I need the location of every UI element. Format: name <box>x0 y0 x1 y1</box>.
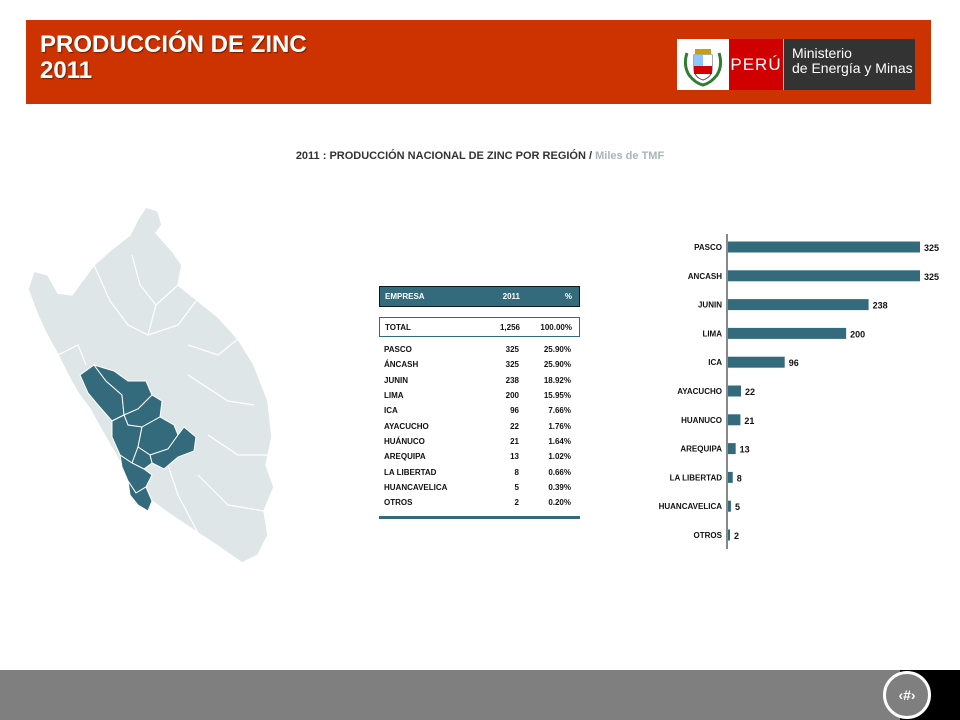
table-body <box>379 342 580 510</box>
row-region: ICA <box>384 406 398 416</box>
value-label: 5 <box>734 502 740 513</box>
category-label: ANCASH <box>687 271 722 281</box>
row-region: AREQUIPA <box>384 452 426 462</box>
value-label: 22 <box>744 387 756 397</box>
row-value: 8 <box>514 467 519 477</box>
row-region: ÁNCASH <box>384 360 419 370</box>
logo-peru-text: PERÚ <box>729 39 783 90</box>
table-row <box>379 342 580 357</box>
logo-ministry-line-1: Ministerio <box>792 45 852 61</box>
value-label: 21 <box>744 415 755 426</box>
row-value: 325 <box>505 360 519 370</box>
table-row <box>379 480 580 495</box>
category-label: LIMA <box>702 329 722 339</box>
bar-junin <box>728 299 869 310</box>
table-total-row <box>379 317 580 337</box>
category-label: ICA <box>708 358 722 368</box>
row-value: 22 <box>510 421 519 431</box>
row-value: 96 <box>510 406 519 416</box>
category-label: HUANUCO <box>681 415 722 425</box>
category-label: JUNIN <box>697 300 722 310</box>
zinc-bar-chart <box>630 230 950 560</box>
table-row <box>379 418 580 433</box>
value-label: 238 <box>872 300 888 311</box>
table-row <box>379 464 580 479</box>
value-label: 200 <box>850 329 866 340</box>
total-label: TOTAL <box>385 322 411 332</box>
bar-ica <box>728 357 785 368</box>
title-line-2: 2011 <box>40 57 93 84</box>
row-value: 5 <box>514 482 519 492</box>
row-value: 13 <box>510 452 519 462</box>
table-header <box>379 286 580 307</box>
bar-pasco <box>728 242 920 253</box>
production-table <box>379 286 580 519</box>
row-region: AYACUCHO <box>384 421 429 431</box>
table-bottom-rule <box>379 516 580 519</box>
table-row <box>379 449 580 464</box>
value-label: 2 <box>734 531 740 541</box>
table-row <box>379 373 580 388</box>
row-percent: 1.02% <box>548 452 571 462</box>
row-region: LA LIBERTAD <box>384 467 437 477</box>
category-label: PASCO <box>694 243 722 252</box>
ministry-logo <box>677 39 915 90</box>
logo-ministry-line-2: de Energía y Minas <box>792 60 913 76</box>
peru-region-map <box>28 205 278 570</box>
bar-huancavelica <box>728 501 731 512</box>
value-label: 8 <box>736 473 742 484</box>
footer-bar <box>0 670 960 720</box>
value-label: 13 <box>739 444 750 455</box>
chart-subtitle <box>0 150 960 162</box>
category-label: AREQUIPA <box>680 444 722 454</box>
row-percent: 1.64% <box>548 436 571 446</box>
logo-ministry-text <box>783 39 915 90</box>
category-label: HUANCAVELICA <box>658 502 722 512</box>
row-percent: 0.39% <box>548 482 571 492</box>
row-region: OTROS <box>384 498 413 508</box>
bar-huanuco <box>728 414 740 425</box>
bar-lima <box>728 328 846 339</box>
total-percent: 100.00% <box>540 322 572 332</box>
row-percent: 0.66% <box>548 467 571 477</box>
table-row <box>379 434 580 449</box>
row-region: LIMA <box>384 391 404 401</box>
row-region: JUNIN <box>384 375 409 385</box>
row-value: 325 <box>505 345 519 355</box>
value-label: 96 <box>788 358 799 369</box>
value-label: 325 <box>924 243 940 253</box>
category-label: AYACUCHO <box>677 387 722 396</box>
row-percent: 0.20% <box>548 498 571 508</box>
peru-country-shape <box>28 207 274 563</box>
row-percent: 18.92% <box>543 375 571 385</box>
bar-otros <box>728 530 730 541</box>
value-label: 325 <box>924 271 940 282</box>
page-number-badge: ‹#› <box>883 671 931 719</box>
row-percent: 25.90% <box>543 360 571 370</box>
table-row <box>379 388 580 403</box>
row-percent: 7.66% <box>548 406 571 416</box>
title-line-1: PRODUCCIÓN DE ZINC <box>40 31 307 58</box>
row-region: HUÁNUCO <box>384 436 425 446</box>
row-value: 200 <box>505 391 519 401</box>
category-label: LA LIBERTAD <box>669 473 722 483</box>
slide-title <box>40 32 307 84</box>
header-banner <box>26 20 931 104</box>
total-value: 1,256 <box>499 322 520 332</box>
header-2011: 2011 <box>502 292 520 301</box>
row-value: 238 <box>505 375 519 385</box>
coat-of-arms-icon <box>677 39 729 90</box>
row-value: 21 <box>510 436 519 446</box>
row-percent: 1.76% <box>548 421 571 431</box>
bar-arequipa <box>728 443 736 454</box>
bar-ancash <box>728 270 920 281</box>
row-value: 2 <box>514 498 519 508</box>
subtitle-unit: Miles de TMF <box>595 150 665 162</box>
bar-ayacucho <box>728 386 741 397</box>
row-region: PASCO <box>384 345 412 355</box>
bar-la-libertad <box>728 472 733 483</box>
row-region: HUANCAVELICA <box>384 482 448 492</box>
table-row <box>379 495 580 510</box>
header-empresa: EMPRESA <box>385 292 425 301</box>
category-label: OTROS <box>693 531 722 540</box>
table-row <box>379 403 580 418</box>
subtitle-main: 2011 : PRODUCCIÓN NACIONAL DE ZINC POR REGIÓN / <box>295 150 596 162</box>
header-percent: % <box>564 292 572 301</box>
row-percent: 15.95% <box>543 391 571 401</box>
table-row <box>379 357 580 372</box>
row-percent: 25.90% <box>543 345 571 355</box>
